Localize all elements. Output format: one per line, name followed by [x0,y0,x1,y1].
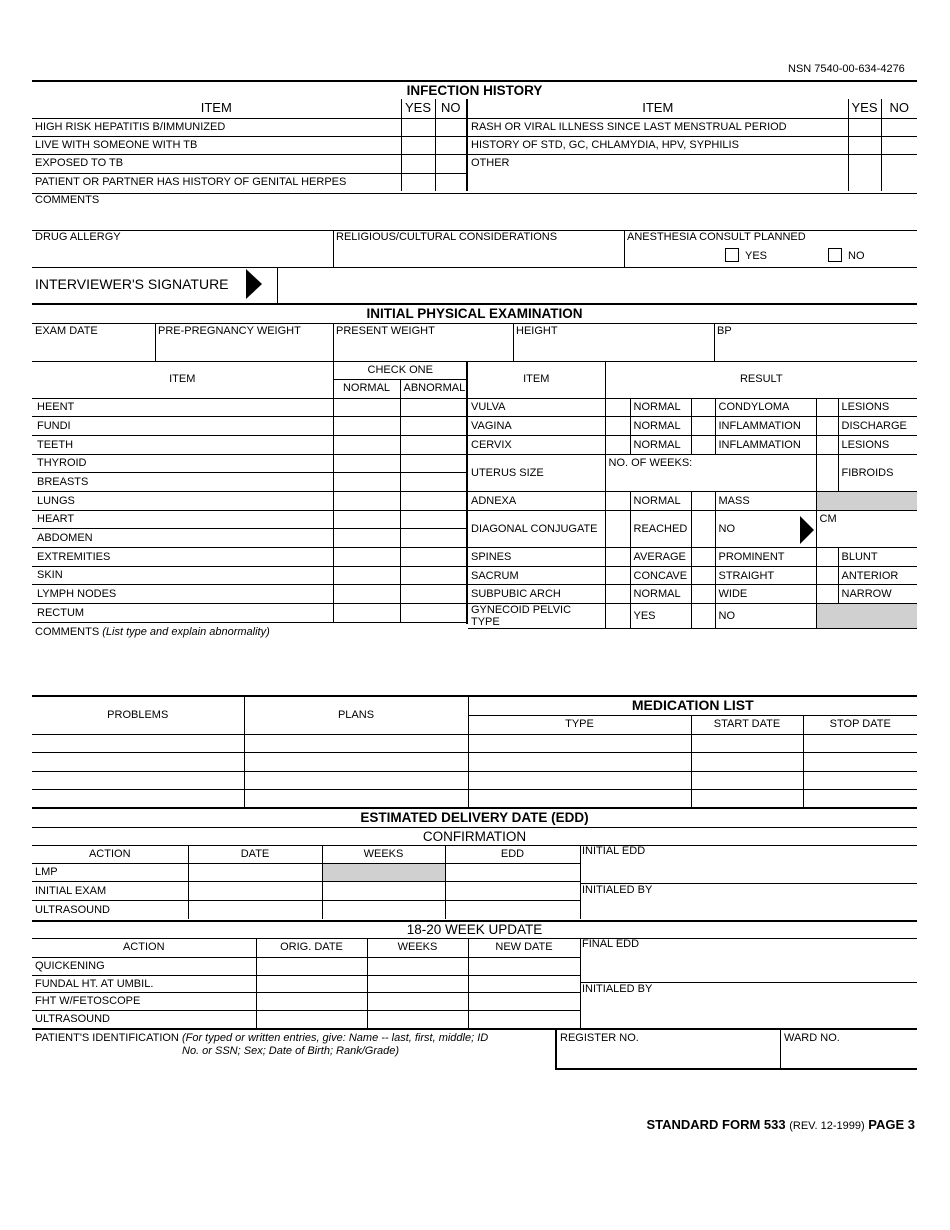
orig-date-cell[interactable] [256,975,367,993]
pelvic-item: SUBPUBIC ARCH [468,585,605,604]
stop-date-cell[interactable] [803,753,917,772]
form-revision: (REV. 12-1999) [789,1120,865,1132]
col-no-2: NO [881,99,917,118]
check-box[interactable] [605,417,630,436]
initial-edd-label: INITIAL EDD [582,845,646,857]
problem-cell[interactable] [32,753,244,772]
anesthesia-yes-label: YES [745,250,768,262]
patient-id-title: PATIENT'S IDENTIFICATION [35,1032,179,1044]
patient-id-hint: (For typed or written entries, give: Name -- last, first, middle; ID [181,1032,489,1044]
option-label: LESIONS [838,435,917,454]
plan-cell[interactable] [244,771,468,790]
page-number: PAGE 3 [868,1117,915,1132]
check-box[interactable] [605,510,630,547]
check-box[interactable] [691,417,715,436]
interviewer-signature-label: INTERVIEWER'S SIGNATURE [35,276,229,292]
weeks-cell[interactable] [367,993,468,1011]
yes-box[interactable] [848,118,881,136]
option-label: NORMAL [630,435,691,454]
check-box[interactable] [605,491,630,510]
action-label: FHT W/FETOSCOPE [32,993,256,1011]
check-box[interactable] [691,566,715,585]
new-date-cell[interactable] [468,975,580,993]
stop-date-cell[interactable] [803,790,917,809]
abnormal-check[interactable] [400,585,467,604]
exam-col-item: ITEM [32,361,333,398]
type-cell[interactable] [468,734,691,753]
check-box[interactable] [605,585,630,604]
option-label: NO [718,522,735,535]
weeks-header: WEEKS [322,845,445,863]
orig-date-cell[interactable] [256,957,367,975]
confirmation-table [32,845,581,919]
check-box[interactable] [691,510,715,547]
start-date-cell[interactable] [691,734,803,753]
check-box[interactable] [816,566,838,585]
no-box[interactable] [881,154,917,191]
normal-header: NORMAL [333,379,400,398]
exam-item: LUNGS [32,491,333,510]
check-box[interactable] [605,604,630,629]
type-cell[interactable] [468,771,691,790]
action-header: ACTION [32,845,188,863]
option-label: CONDYLOMA [715,398,816,417]
interviewer-signature-field[interactable] [278,268,917,303]
date-cell[interactable] [188,882,322,901]
exam-item: SKIN [32,566,333,585]
yes-box[interactable] [401,118,435,136]
final-edd-label: FINAL EDD [582,938,640,950]
abnormal-check[interactable] [400,417,467,436]
plan-cell[interactable] [244,753,468,772]
pelvic-item: CERVIX [468,435,605,454]
check-box[interactable] [691,435,715,454]
no-box[interactable] [435,154,467,173]
no-box[interactable] [435,173,467,191]
new-date-header: NEW DATE [468,938,580,957]
religious-label: RELIGIOUS/CULTURAL CONSIDERATIONS [336,231,558,243]
edd-cell[interactable] [445,882,580,901]
abnormal-check[interactable] [400,435,467,454]
weeks-cell[interactable] [367,1010,468,1028]
problems-medication-table [32,697,917,808]
check-box[interactable] [605,566,630,585]
edd-title: ESTIMATED DELIVERY DATE (EDD) [360,810,589,825]
option-label: WIDE [715,585,816,604]
update-table [32,938,581,1028]
no-box[interactable] [435,118,467,136]
option-label: AVERAGE [630,548,691,567]
pelvic-item: VAGINA [468,417,605,436]
height-label: HEIGHT [516,325,558,337]
infection-item: LIVE WITH SOMEONE WITH TB [32,136,401,154]
shaded-cell [816,491,917,510]
exam-item: TEETH [32,435,333,454]
abnormal-check[interactable] [400,529,467,548]
check-box[interactable] [605,435,630,454]
edd-header: EDD [445,845,580,863]
orig-date-cell[interactable] [256,1010,367,1028]
check-box[interactable] [816,585,838,604]
pelvic-item: UTERUS SIZE [468,454,605,491]
result-header: RESULT [605,361,917,398]
option-label: NORMAL [630,491,691,510]
action-label: FUNDAL HT. AT UMBIL. [32,975,256,993]
check-box[interactable] [691,585,715,604]
check-box[interactable] [816,398,838,417]
check-box[interactable] [816,417,838,436]
no-of-weeks-field[interactable]: NO. OF WEEKS: [605,454,816,491]
plans-header: PLANS [244,697,468,734]
exam-item: EXTREMITIES [32,548,333,567]
weeks-cell[interactable] [367,957,468,975]
start-date-cell[interactable] [691,771,803,790]
infection-item: OTHER [467,154,848,191]
normal-check[interactable] [333,529,400,548]
yes-box[interactable] [401,136,435,154]
infection-history-table [32,99,917,191]
no-box[interactable] [881,136,917,154]
medication-list-title: MEDICATION LIST [468,697,917,715]
initialed-by-label: INITIALED BY [582,983,653,995]
yes-box[interactable] [848,136,881,154]
problem-cell[interactable] [32,734,244,753]
date-cell[interactable] [188,900,322,919]
option-label: STRAIGHT [715,566,816,585]
infection-item: HISTORY OF STD, GC, CHLAMYDIA, HPV, SYPHILIS [467,136,848,154]
weeks-cell[interactable] [367,975,468,993]
start-date-header: START DATE [691,715,803,734]
check-box[interactable] [605,548,630,567]
start-date-cell[interactable] [691,753,803,772]
comments-label: COMMENTS [35,626,100,638]
check-box[interactable] [816,548,838,567]
stop-date-header: STOP DATE [803,715,917,734]
bp-label: BP [717,325,732,337]
normal-check[interactable] [333,585,400,604]
option-label: NORMAL [630,585,691,604]
infection-item: EXPOSED TO TB [32,154,401,173]
pre-pregnancy-weight-label: PRE-PREGNANCY WEIGHT [158,325,301,337]
plan-cell[interactable] [244,734,468,753]
nsn-number: NSN 7540-00-634-4276 [788,63,905,75]
abnormal-check[interactable] [400,473,467,492]
option-label: NO [715,604,816,629]
no-box[interactable] [435,136,467,154]
exam-left-table [32,361,467,623]
exam-item: BREASTS [32,473,333,492]
infection-item: RASH OR VIRAL ILLNESS SINCE LAST MENSTRUAL PERIOD [467,118,848,136]
yes-box[interactable] [401,154,435,173]
abnormal-check[interactable] [400,548,467,567]
arrow-right-icon [246,269,262,299]
shaded-cell [816,604,917,629]
new-date-cell[interactable] [468,993,580,1011]
present-weight-label: PRESENT WEIGHT [336,325,435,337]
date-cell[interactable] [188,863,322,882]
edd-cell[interactable] [445,863,580,882]
physical-exam-title: INITIAL PHYSICAL EXAMINATION [366,306,583,321]
normal-check[interactable] [333,398,400,417]
update-title: 18-20 WEEK UPDATE [406,922,543,937]
check-box[interactable] [691,604,715,629]
form-footer [646,1117,915,1132]
abnormal-check[interactable] [400,454,467,473]
option-label: LESIONS [838,398,917,417]
option-label: NORMAL [630,417,691,436]
option-label: PROMINENT [715,548,816,567]
cm-field[interactable]: CM [816,510,917,547]
normal-check[interactable] [333,604,400,623]
new-date-cell[interactable] [468,1010,580,1028]
option-label: MASS [715,491,816,510]
option-label: REACHED [630,510,691,547]
stop-date-cell[interactable] [803,734,917,753]
infection-comments-label: COMMENTS [35,194,100,206]
plan-cell[interactable] [244,790,468,809]
comments-hint: (List type and explain abnormality) [102,626,270,638]
check-box[interactable] [691,548,715,567]
option-label: FIBROIDS [838,454,917,491]
action-header: ACTION [32,938,256,957]
orig-date-header: ORIG. DATE [256,938,367,957]
problems-header: PROBLEMS [32,697,244,734]
abnormal-check[interactable] [400,566,467,585]
abnormal-check[interactable] [400,510,467,529]
option-label: DISCHARGE [838,417,917,436]
pelvic-exam-table [468,361,917,629]
start-date-cell[interactable] [691,790,803,809]
check-box[interactable] [691,398,715,417]
weeks-header: WEEKS [367,938,468,957]
exam-comments-label [35,626,270,638]
action-label: LMP [32,863,188,882]
normal-check[interactable] [333,566,400,585]
action-label: QUICKENING [32,957,256,975]
infection-item: HIGH RISK HEPATITIS B/IMMUNIZED [32,118,401,136]
normal-check[interactable] [333,454,400,473]
normal-check[interactable] [333,510,400,529]
type-header: TYPE [468,715,691,734]
option-label: INFLAMMATION [715,435,816,454]
type-cell[interactable] [468,790,691,809]
no-box[interactable] [881,118,917,136]
action-label: ULTRASOUND [32,900,188,919]
yes-box[interactable] [848,154,881,191]
check-box[interactable] [816,435,838,454]
confirmation-title: CONFIRMATION [422,829,527,844]
col-no: NO [435,99,467,118]
new-date-cell[interactable] [468,957,580,975]
pelvic-item: GYNECOID PELVIC TYPE [468,604,605,629]
action-label: ULTRASOUND [32,1010,256,1028]
infection-item: PATIENT OR PARTNER HAS HISTORY OF GENITAL HERPES [32,173,401,191]
pelvic-item: VULVA [468,398,605,417]
edd-cell[interactable] [445,900,580,919]
anesthesia-no-checkbox[interactable] [828,248,842,262]
normal-check[interactable] [333,435,400,454]
weeks-cell[interactable] [322,882,445,901]
check-box[interactable] [816,454,838,491]
date-header: DATE [188,845,322,863]
orig-date-cell[interactable] [256,993,367,1011]
option-label: INFLAMMATION [715,417,816,436]
register-no-label: REGISTER NO. [560,1032,639,1044]
form-name: STANDARD FORM 533 [646,1117,786,1132]
exam-item: ABDOMEN [32,529,333,548]
drug-allergy-label: DRUG ALLERGY [35,231,121,243]
check-box[interactable] [605,398,630,417]
option-label: YES [630,604,691,629]
problem-cell[interactable] [32,771,244,790]
check-box[interactable] [691,491,715,510]
option-label: CONCAVE [630,566,691,585]
pelvic-item: SPINES [468,548,605,567]
abnormal-header: ABNORMAL [400,379,467,398]
exam-item: LYMPH NODES [32,585,333,604]
exam-item: HEENT [32,398,333,417]
abnormal-check[interactable] [400,491,467,510]
col-item-2: ITEM [467,99,848,118]
arrow-right-icon [800,516,814,544]
yes-box[interactable] [401,173,435,191]
exam-item: FUNDI [32,417,333,436]
patient-id-label [35,1032,488,1044]
type-cell[interactable] [468,753,691,772]
exam-item: RECTUM [32,604,333,623]
normal-check[interactable] [333,473,400,492]
exam-item: THYROID [32,454,333,473]
col-yes-2: YES [848,99,881,118]
option-label: NARROW [838,585,917,604]
infection-history-title: INFECTION HISTORY [406,83,543,98]
option-label: ANTERIOR [838,566,917,585]
anesthesia-yes-checkbox[interactable] [725,248,739,262]
weeks-cell[interactable] [322,900,445,919]
check-one-header: CHECK ONE [333,361,467,379]
pelvic-item: ADNEXA [468,491,605,510]
ward-no-label: WARD NO. [784,1032,840,1044]
exam-item: HEART [32,510,333,529]
pelvic-col-item: ITEM [468,361,605,398]
stop-date-cell[interactable] [803,771,917,790]
pelvic-item: DIAGONAL CONJUGATE [468,510,605,547]
initialed-by-label: INITIALED BY [582,884,653,896]
col-item: ITEM [32,99,401,118]
patient-id-hint-2: No. or SSN; Sex; Date of Birth; Rank/Grade) [182,1045,400,1057]
normal-check[interactable] [333,491,400,510]
option-label: NORMAL [630,398,691,417]
action-label: INITIAL EXAM [32,882,188,901]
abnormal-check[interactable] [400,604,467,623]
pelvic-item: SACRUM [468,566,605,585]
anesthesia-label: ANESTHESIA CONSULT PLANNED [627,231,806,243]
anesthesia-no-label: NO [848,250,865,262]
col-yes: YES [401,99,435,118]
normal-check[interactable] [333,548,400,567]
option-no-cell [715,510,816,547]
abnormal-check[interactable] [400,398,467,417]
exam-date-label: EXAM DATE [35,325,98,337]
normal-check[interactable] [333,417,400,436]
problem-cell[interactable] [32,790,244,809]
shaded-cell [322,863,445,882]
option-label: BLUNT [838,548,917,567]
